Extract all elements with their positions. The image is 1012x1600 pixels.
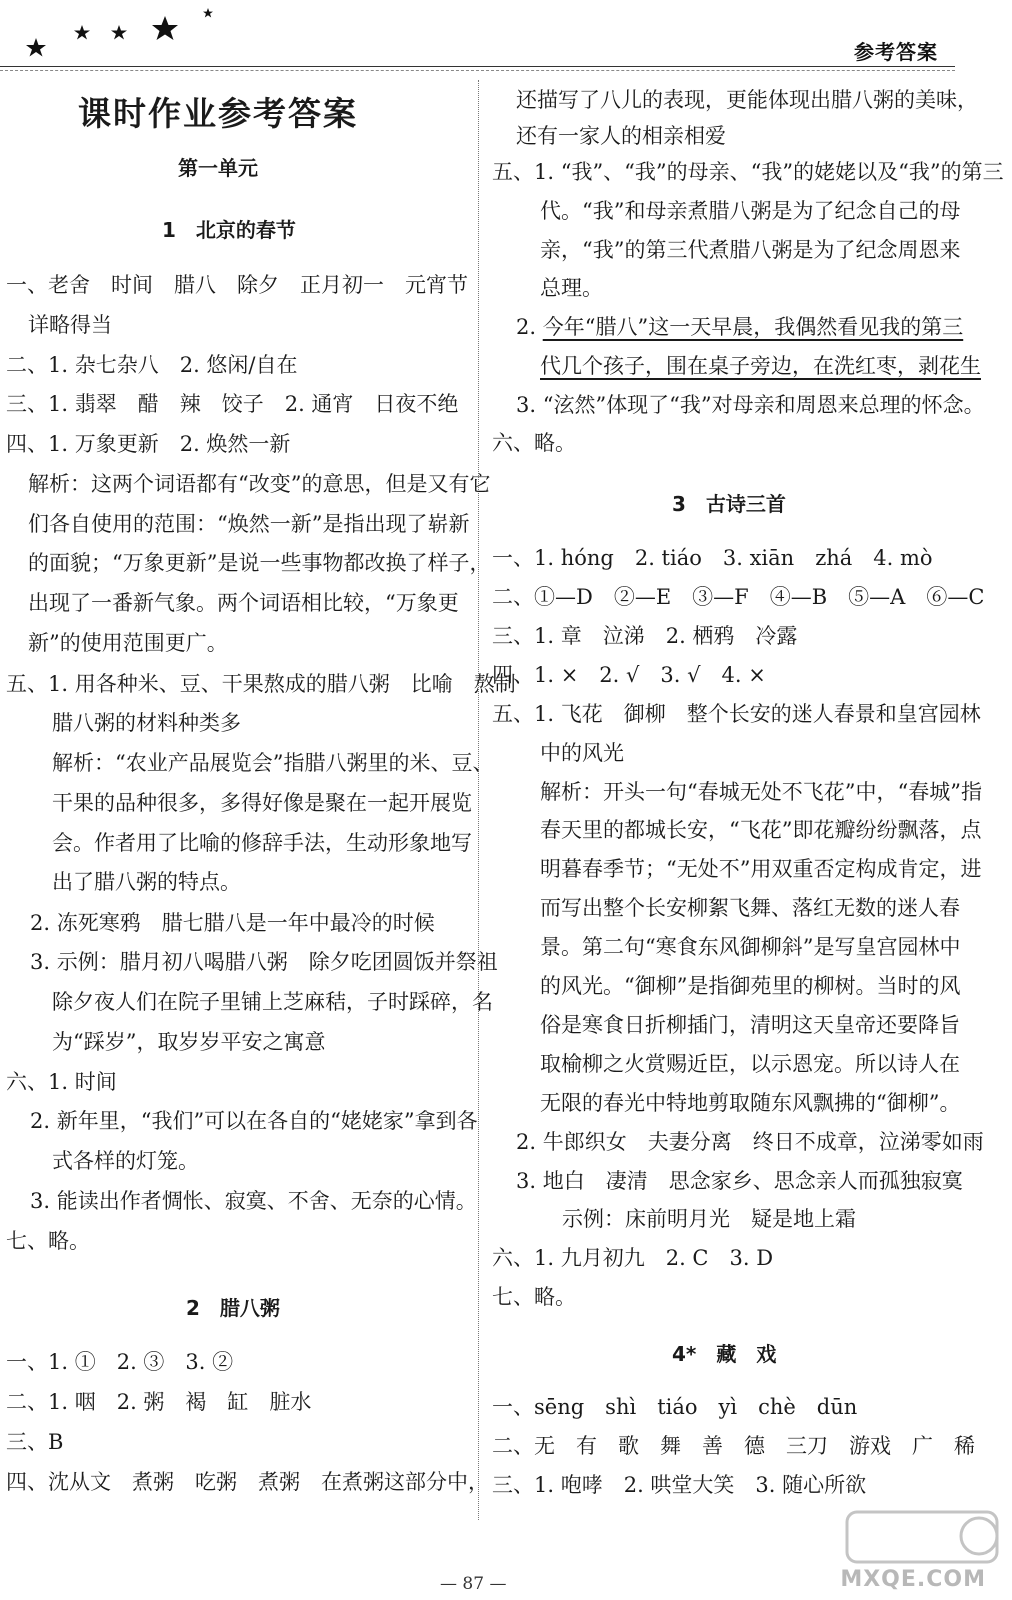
answer-line: 3. 能读出作者惆怅、寂寞、不舍、无奈的心情。 (30, 1189, 477, 1213)
answer-line: 除夕夜人们在院子里铺上芝麻秸，子时踩碎，名 (52, 990, 493, 1014)
answer-line: 四、沈从文 煮粥 吃粥 煮粥 在煮粥这部分中， (6, 1470, 489, 1494)
analysis-line: 明暮春季节；“无处不”用双重否定构成肯定，进 (540, 857, 982, 881)
answer-line: 总理。 (540, 276, 603, 300)
answer-line: 2. 冻死寒鸦 腊七腊八是一年中最冷的时候 (30, 911, 435, 935)
answer-line: 四、1. 万象更新 2. 焕然一新 (6, 432, 291, 456)
answer-line: 三、1. 翡翠 醋 辣 饺子 2. 通宵 日夜不绝 (6, 392, 459, 416)
answer-line: 2. 牛郎织女 夫妻分离 终日不成章，泣涕零如雨 (516, 1130, 984, 1154)
answer-line: 五、1. 用各种米、豆、干果熬成的腊八粥 比喻 熬制 (6, 672, 516, 696)
star-icon (152, 16, 178, 40)
header-rule-dashed (0, 70, 955, 71)
answer-line: 二、无 有 歌 舞 善 德 三刀 游戏 广 稀 (492, 1434, 975, 1458)
answer-line: 六、1. 九月初九 2. C 3. D (492, 1246, 774, 1270)
analysis-line: 的面貌；“万象更新”是说一些事物都改换了样子， (28, 551, 491, 575)
lesson-heading: 3 古诗三首 (672, 492, 786, 516)
analysis-line: 解析：“农业产品展览会”指腊八粥里的米、豆、 (52, 751, 494, 775)
answer-line: 三、1. 章 泣涕 2. 栖鸦 冷露 (492, 624, 798, 648)
analysis-line: 的风光。“御柳”是指御苑里的柳树。当时的风 (540, 974, 961, 998)
answer-line: 一、1. hóng 2. tiáo 3. xiān zhá 4. mò (492, 546, 933, 570)
answer-line: 亲，“我”的第三代煮腊八粥是为了纪念周恩来 (540, 238, 961, 262)
answer-line: 式各样的灯笼。 (52, 1149, 199, 1173)
header-label: 参考答案 (854, 40, 938, 64)
analysis-line: 会。作者用了比喻的修辞手法，生动形象地写 (52, 831, 472, 855)
lesson-heading: 1 北京的春节 (162, 218, 296, 242)
answer-line: 五、1. 飞花 御柳 整个长安的迷人春景和皇宫园林 (492, 702, 981, 726)
lesson-heading: 4* 藏 戏 (672, 1342, 777, 1366)
answer-line: 三、1. 咆哮 2. 哄堂大笑 3. 随心所欲 (492, 1473, 867, 1497)
page-number: — 87 — (440, 1574, 507, 1594)
answer-line: 代。“我”和母亲煮腊八粥是为了纪念自己的母 (540, 199, 961, 223)
answer-line (516, 312, 963, 342)
analysis-line: 新”的使用范围更广。 (28, 631, 228, 655)
analysis-line: 春天里的都城长安，“飞花”即花瓣纷纷飘落，点 (540, 818, 982, 842)
answer-line: 七、略。 (6, 1229, 90, 1253)
analysis-line: 景。第二句“寒食东风御柳斜”是写皇宫园林中 (540, 935, 961, 959)
answer-line: 中的风光 (540, 741, 624, 765)
answer-line: 还有一家人的相亲相爱 (516, 124, 726, 148)
answer-line: 六、略。 (492, 431, 576, 455)
answer-line: 六、1. 时间 (6, 1070, 117, 1094)
answer-line: 为“踩岁”，取岁岁平安之寓意 (52, 1030, 326, 1054)
lesson-heading: 2 腊八粥 (186, 1296, 280, 1320)
analysis-line: 出了腊八粥的特点。 (52, 870, 241, 894)
answer-line: 腊八粥的材料种类多 (52, 711, 241, 735)
answer-line: 三、B (6, 1430, 64, 1454)
analysis-line: 俗是寒食日折柳插门，清明这天皇帝还要降旨 (540, 1013, 960, 1037)
underlined-answer: 今年“腊八”这一天早晨，我偶然看见我的第三 (542, 315, 964, 339)
analysis-line: 而写出整个长安柳絮飞舞、落红无数的迷人春 (540, 896, 960, 920)
analysis-line: 解析：这两个词语都有“改变”的意思，但是又有它 (28, 472, 491, 496)
answer-line: 一、sēng shì tiáo yì chè dūn (492, 1395, 858, 1419)
analysis-line: 干果的品种很多，多得好像是聚在一起开展览 (52, 791, 472, 815)
analysis-line: 们各自使用的范围：“焕然一新”是指出现了崭新 (28, 512, 470, 536)
answer-line: 五、1. “我”、“我”的母亲、“我”的姥姥以及“我”的第三 (492, 160, 1004, 184)
header-rule (0, 66, 955, 67)
answer-line: 七、略。 (492, 1285, 576, 1309)
column-divider (478, 80, 479, 1520)
underlined-answer: 代几个孩子，围在桌子旁边，在洗红枣，剥花生 (540, 354, 981, 378)
answer-line: 3. 示例：腊月初八喝腊八粥 除夕吃团圆饭并祭祖 (30, 950, 498, 974)
analysis-line: 取榆柳之火赏赐近臣，以示恩宠。所以诗人在 (540, 1052, 960, 1076)
star-icon (26, 38, 46, 57)
answer-line: 3. 地白 凄清 思念家乡、思念亲人而孤独寂寞 (516, 1169, 963, 1193)
analysis-line: 出现了一番新气象。两个词语相比较，“万象更 (28, 591, 459, 615)
item-number: 2. (516, 315, 543, 339)
answer-line: 二、①—D ②—E ③—F ④—B ⑤—A ⑥—C (492, 585, 985, 609)
answer-line: 一、老舍 时间 腊八 除夕 正月初一 元宵节 (6, 273, 468, 297)
header-star-decoration (22, 8, 252, 58)
answer-line: 二、1. 杂七杂八 2. 悠闲/自在 (6, 353, 298, 377)
page-title: 课时作业参考答案 (78, 94, 358, 133)
answer-line: 3. “泫然”体现了“我”对母亲和周恩来总理的怀念。 (516, 393, 985, 417)
star-icon (111, 25, 127, 40)
answer-line: 2. 新年里，“我们”可以在各自的“姥姥家”拿到各 (30, 1109, 478, 1133)
watermark-text: MXQE.COM (840, 1567, 986, 1592)
answer-line: 详略得当 (28, 313, 112, 337)
analysis-line: 解析：开头一句“春城无处不飞花”中，“春城”指 (540, 780, 982, 804)
star-icon (203, 8, 213, 18)
analysis-line: 无限的春光中特地剪取随东风飘拂的“御柳”。 (540, 1091, 961, 1115)
answer-line: 示例：床前明月光 疑是地上霜 (562, 1207, 856, 1231)
answer-line: 二、1. 咽 2. 粥 褐 缸 脏水 (6, 1390, 312, 1414)
answer-line: 还描写了八儿的表现，更能体现出腊八粥的美味， (516, 88, 978, 112)
answer-line: 一、1. ① 2. ③ 3. ② (6, 1350, 234, 1374)
answer-line: 四、1. × 2. √ 3. √ 4. × (492, 663, 766, 687)
unit-heading: 第一单元 (178, 156, 258, 180)
star-icon (74, 25, 90, 40)
